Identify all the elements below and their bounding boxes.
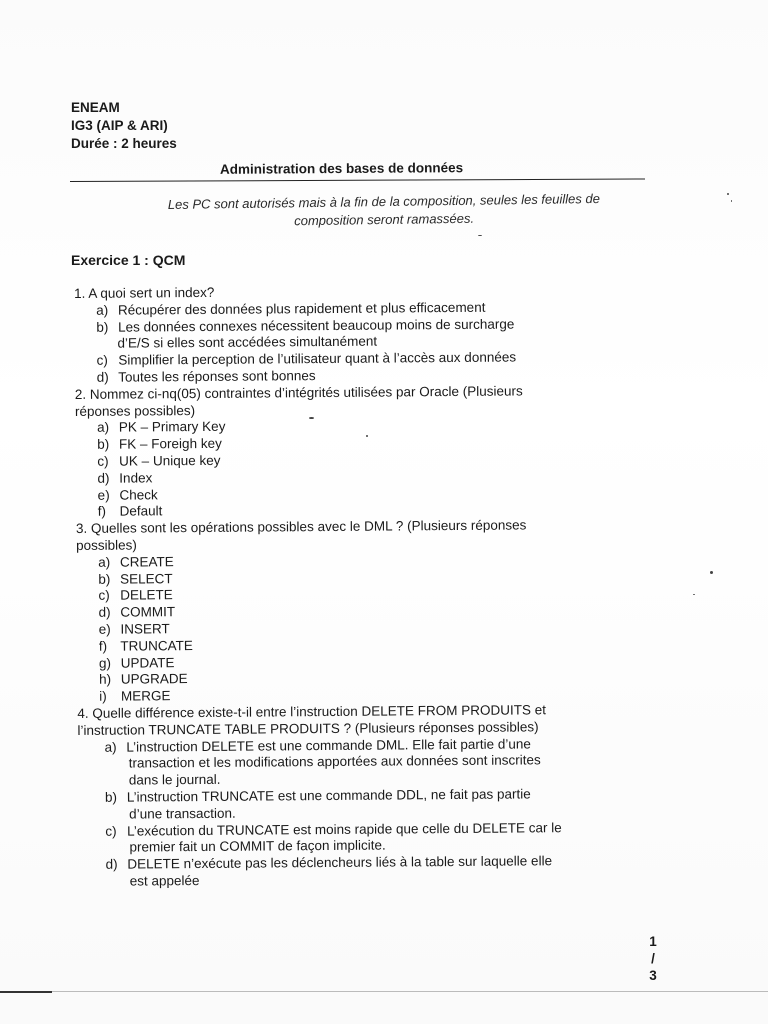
option-label: c) (105, 823, 117, 839)
question-text-line: possibles) (75, 537, 137, 553)
option-text: PK – Primary Key (118, 419, 226, 436)
exam-duration: Durée : 2 heures (71, 136, 177, 151)
option-text: UPDATE (120, 654, 175, 671)
option-label: b) (104, 789, 118, 805)
page-number (646, 933, 660, 984)
question-text-line: 2. Nommez ci-nq(05) contraintes d’intégrités utilisées par Oracle (Plusieurs (74, 383, 523, 402)
option-text: Check (119, 486, 158, 503)
option-label: d) (98, 604, 111, 620)
scan-speck (731, 200, 732, 202)
question (71, 281, 672, 386)
question-text-line: 4. Quelle différence existe-t-il entre l’instruction DELETE FROM PRODUITS et (77, 702, 547, 721)
answer-option (75, 852, 675, 890)
option-label: e) (97, 487, 110, 503)
question (73, 516, 674, 705)
option-text: MERGE (120, 688, 171, 704)
option-text: L’instruction DELETE est une commande DML. Elle fait partie d’une (126, 735, 531, 755)
option-text: Récupérer des données plus rapidement et plus efficacement (117, 299, 486, 318)
option-text: UPGRADE (120, 671, 188, 687)
page-number-total: 3 (649, 968, 657, 983)
option-label: f) (97, 504, 107, 520)
option-text-continuation: d’E/S si elles sont accédées simultanément (117, 333, 378, 352)
option-text: SELECT (120, 570, 173, 587)
option-text-continuation: d’une transaction. (129, 805, 236, 822)
option-text: DELETE (120, 587, 173, 603)
option-label: h) (99, 672, 112, 688)
answer-option (75, 735, 675, 790)
question (74, 701, 675, 890)
option-label: d) (105, 856, 118, 872)
option-text: FK – Foreigh key (118, 435, 222, 452)
option-text: CREATE (119, 553, 174, 570)
qcm-question-list (71, 281, 676, 890)
option-text: Toutes les réponses sont bonnes (118, 368, 316, 385)
option-text-continuation: transaction et les modifications apportées aux données sont inscrites (128, 752, 541, 771)
page-bottom-edge-mark (0, 991, 52, 993)
option-label: f) (98, 638, 108, 654)
option-label: c) (98, 588, 110, 604)
option-text: Default (119, 503, 163, 519)
class-name: IG3 (AIP & ARI) (71, 118, 168, 133)
option-text-continuation: dans le journal. (128, 771, 221, 788)
option-label: c) (97, 453, 109, 469)
option-text: Simplifier la perception de l’utilisateur quant à l’accès aux données (118, 349, 517, 368)
scan-speck (710, 571, 713, 574)
question (72, 382, 673, 521)
scan-speck (727, 193, 729, 195)
option-label: b) (98, 571, 111, 587)
option-label: d) (97, 470, 110, 486)
option-label: c) (96, 352, 108, 368)
option-label: b) (96, 319, 109, 335)
option-text-continuation: est appelée (129, 872, 200, 889)
scan-speck (693, 594, 695, 595)
exam-instructions (0, 188, 768, 235)
page-number-separator: / (651, 951, 655, 966)
scan-speck (309, 417, 314, 419)
option-label: g) (98, 655, 112, 671)
option-text: UK – Unique key (119, 452, 221, 469)
option-label: b) (97, 436, 110, 452)
title-underline (70, 178, 645, 182)
exercise-title: Exercice 1 : QCM (71, 252, 186, 268)
option-text: L’instruction TRUNCATE est une commande DDL, ne fait pas partie (126, 786, 531, 805)
option-label: a) (104, 739, 117, 755)
option-label: d) (96, 369, 109, 385)
option-label: a) (98, 554, 111, 570)
exam-header (71, 99, 177, 153)
question-text-line: l’instruction TRUNCATE TABLE PRODUITS ? (Plusieurs réponses possibles) (77, 719, 539, 738)
course-title: Administration des bases de données (219, 160, 464, 177)
instruction-line-2: composition seront ramassées. (294, 210, 475, 229)
option-text: COMMIT (120, 604, 176, 620)
option-text: Les données connexes nécessitent beaucoup moins de surcharge (118, 316, 515, 335)
question-text-line: 3. Quelles sont les opérations possibles avec le DML ? (Plusieurs réponses (75, 517, 527, 537)
option-label: a) (96, 302, 109, 318)
answer-option (71, 315, 671, 353)
option-text-continuation: premier fait un COMMIT de façon implicite. (129, 837, 386, 855)
option-text: DELETE n’exécute pas les déclencheurs liés à la table sur laquelle elle (127, 853, 553, 872)
option-label: e) (98, 621, 111, 637)
page-bottom-edge (0, 991, 768, 992)
scan-speck (478, 235, 482, 236)
option-text: TRUNCATE (120, 637, 193, 654)
page-number-current: 1 (649, 934, 657, 949)
option-text: INSERT (120, 621, 170, 637)
course-title-row (70, 160, 645, 186)
option-label: i) (99, 688, 107, 704)
instruction-line-1: Les PC sont autorisés mais à la fin de la composition, seules les feuilles de (167, 190, 601, 213)
question-text-line: réponses possibles) (74, 402, 196, 419)
answer-option (75, 785, 675, 823)
option-text: L’exécution du TRUNCATE est moins rapide que celle du DELETE car le (126, 819, 562, 839)
option-label: a) (97, 420, 110, 436)
scan-speck (366, 435, 368, 437)
option-text: Index (119, 470, 153, 486)
answer-option (75, 819, 675, 857)
question-text-line: 1. A quoi sert un index? (73, 284, 215, 301)
school-name: ENEAM (71, 100, 120, 115)
